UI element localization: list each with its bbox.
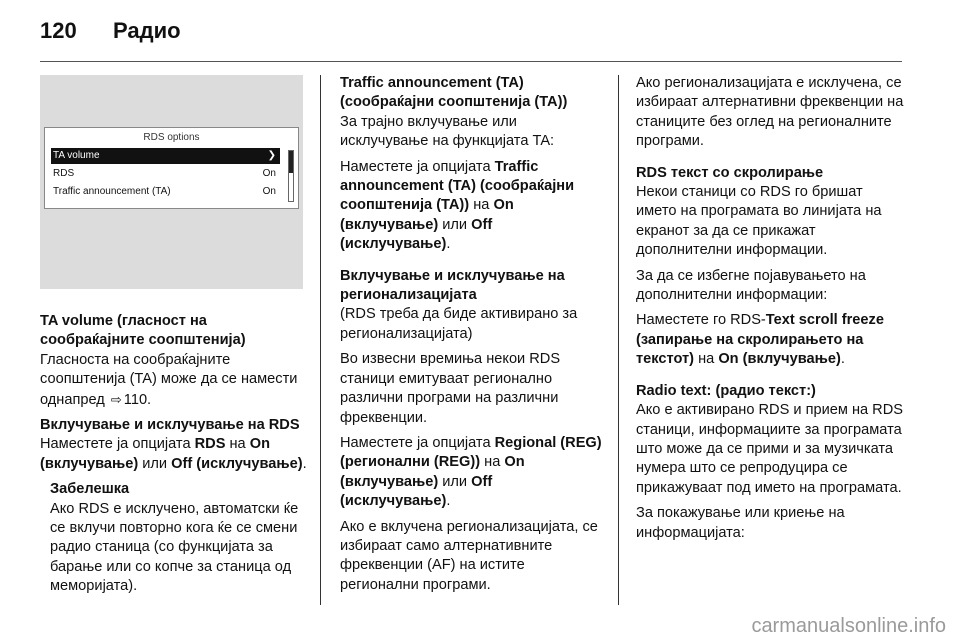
paragraph: За покажување или криење на информацијата: [636,505,845,541]
menu-row-value: On [262,168,276,179]
scrollbar [288,150,294,202]
option: Regional (REG) (регионални (REG)) [340,434,602,471]
paragraph: Во извесни времиња некои RDS станици емитуваат регионално различни програми на различни фреквенции. [340,351,561,426]
page-title: Радио [113,18,181,43]
note-title: Забелешка [50,481,130,498]
text: или [442,216,468,233]
menu-row-value: On [262,186,276,197]
paragraph: Наместете ја опцијата Regional (REG) (регионални (REG)) на On (вклучување) или Off (исклучување). [340,434,602,510]
section-heading-traffic-announcement: Traffic announcement (TA) (сообраќајни соопштенија (TA)) [340,75,568,111]
screen-title: RDS options [143,132,200,143]
watermark: carmanualsonline.info [751,615,946,637]
paragraph: Наместете ја опцијата Traffic announcement (TA) (сообраќајни соопштенија (TA)) на On (вклучување) или Off (исклучување). [340,158,575,253]
section-heading-rds-text-scroll: RDS текст со скролирање [636,164,824,181]
header-rule [40,61,902,62]
option: On (вклучување) [340,197,514,233]
text: на [698,351,715,368]
column-3 [636,74,904,549]
option: On (вклучување) [340,454,525,490]
menu-row-rds [51,166,280,182]
text: Наместете ја опцијата [340,158,491,175]
text: на [473,197,490,214]
paragraph: Ако е активирано RDS и прием на RDS станици, информациите за програмата што може да се прими и за музичката нумера што се репродуцира се прикажуваат под името на програмата. [636,402,903,496]
option: On (вклучување) [718,351,841,368]
menu-row-label: Traffic announcement (TA) [53,186,171,197]
text: на [229,436,246,453]
chevron-right-icon: ❯ [267,150,276,161]
option: On (вклучување) [40,436,271,472]
rds-options-figure [40,75,303,289]
paragraph: Наместете го RDS-Text scroll freeze (запирање на скролирањето на текстот) на On (вклучување). [636,312,884,368]
option: Off (исклучување) [340,473,493,510]
text: Гласноста на сообраќајните соопштенија (TA) може да се намести однапред [40,351,298,408]
menu-row-traffic-announcement [51,184,280,200]
paragraph: За да се избегне појавувањето на дополнителни информации: [636,267,866,304]
text: или [142,455,168,472]
paragraph: За трајно вклучување или исклучување на функцијата TA: [340,113,555,150]
text: Наместете ја опцијата [40,436,191,453]
paragraph: Некои станици со RDS го бришат името на програмата во линијата на екранот за да се прикажат дополнителни информации. [636,184,882,259]
option: RDS [194,436,226,453]
column-divider-1 [320,75,321,605]
section-heading-ta-volume: TA volume (гласност на сообраќајните соопштенија) [40,313,246,349]
section-heading-radio-text: Radio text: (радио текст:) [636,382,816,399]
note-box [50,480,308,596]
option: Text scroll freeze (запирање на скролирањето на текстот) [636,312,884,368]
paragraph [40,351,308,410]
paragraph: Наместете ја опцијата RDS на On (вклучување) или Off (исклучување). [40,436,307,472]
section-heading-regionalization: Вклучување и исклучување на регионализацијата [340,267,565,304]
scrollbar-thumb [289,151,293,173]
paragraph: (RDS треба да биде активирано за регионализацијата) [340,306,578,342]
menu-row-label: RDS [53,168,75,179]
option: Off (исклучување) [340,216,493,253]
paragraph: Ако е вклучена регионализацијата, се избираат само алтернативните фреквенции (AF) на истите регионални програми. [340,518,598,593]
page-number: 120 [40,18,77,43]
column-divider-2 [618,75,619,605]
text: Наместете ја опцијата [340,434,491,451]
menu-row-label: TA volume [53,150,100,161]
paragraph: Ако регионализацијата е исклучена, се избираат алтернативни фреквенции на станиците без оглед на регионалните програми. [636,75,904,150]
section-heading-rds: Вклучување и исклучување на RDS [40,417,300,434]
page-ref-icon: ⇨ [110,391,122,407]
note-text: Ако RDS е исклучено, автоматски ќе се вклучи повторно кога ќе се смени радио станица (со функцијата за барање или со копче за станица од меморијата). [50,500,299,595]
page-ref: 110. [123,391,152,408]
column-1 [40,312,308,603]
rds-options-screen [44,127,299,209]
text: или [442,473,468,490]
text: на [484,454,501,471]
menu-row-ta-volume [51,148,280,164]
option: Off (исклучување) [171,455,303,472]
option: Traffic announcement (TA) (сообраќајни соопштенија (TA)) [340,158,575,214]
column-2 [340,74,604,601]
text: Наместете го RDS- [636,312,766,329]
